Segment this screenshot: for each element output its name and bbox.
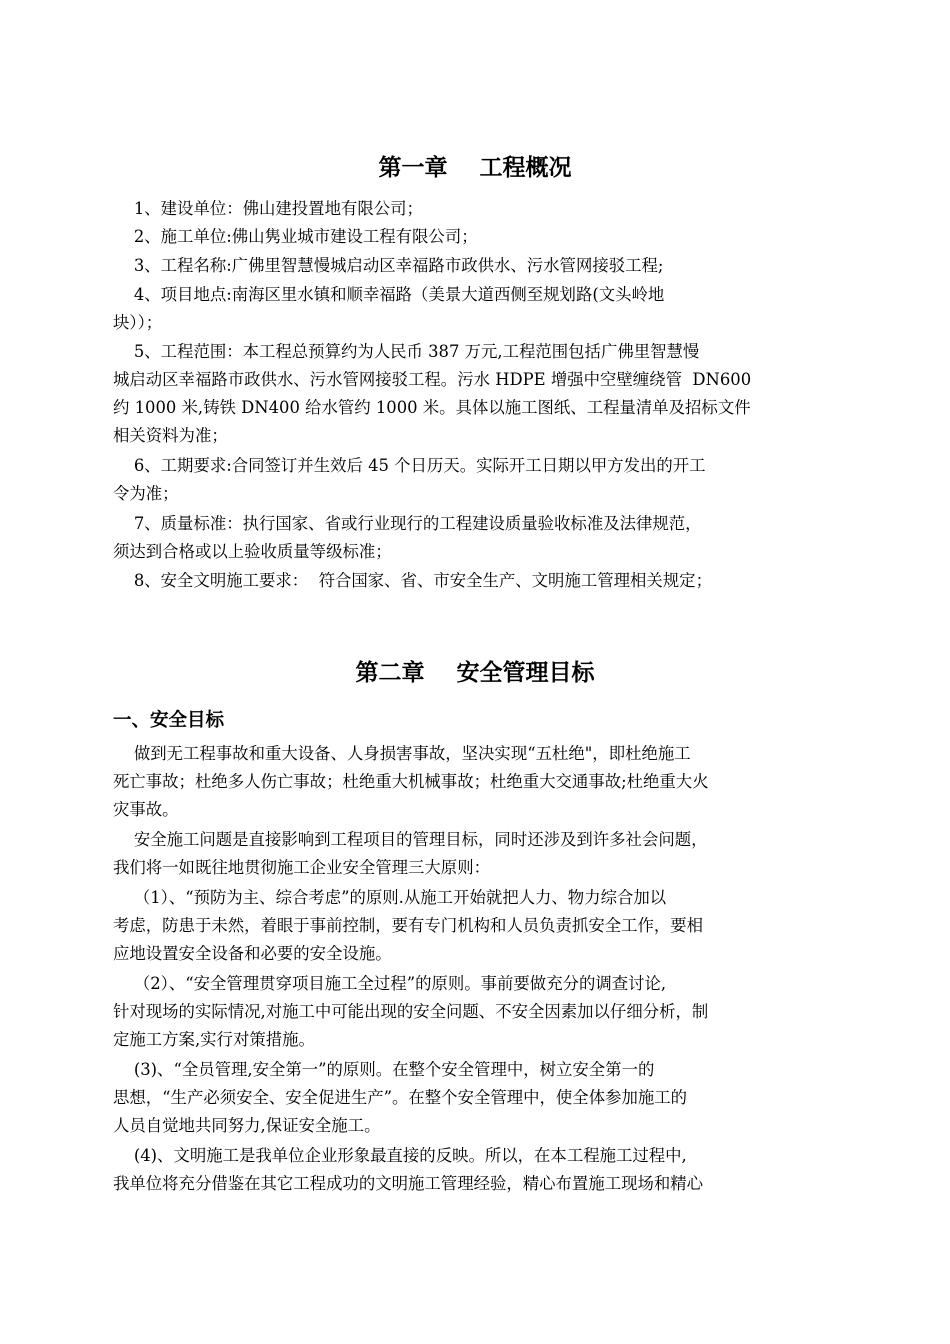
text-line: 令为准； xyxy=(113,484,179,503)
chapter-2-paragraph-1 xyxy=(113,740,835,824)
text-line: 安全施工问题是直接影响到工程项目的管理目标，同时还涉及到许多社会问题， xyxy=(113,830,708,849)
chapter-2-paragraph-5 xyxy=(113,1056,835,1140)
text-line: 人员自觉地共同努力,保证安全施工。 xyxy=(113,1116,381,1135)
text-line: 4、项目地点:南海区里水镇和顺幸福路（美景大道西侧至规划路(文头岭地 xyxy=(113,285,665,304)
chapter-1-item-6 xyxy=(113,452,835,508)
text-line: 死亡事故；杜绝多人伤亡事故；杜绝重大机械事故；杜绝重大交通事故;杜绝重大火 xyxy=(113,772,709,791)
chapter-1-item-1 xyxy=(113,195,835,223)
text-line: 须达到合格或以上验收质量等级标准； xyxy=(113,542,392,561)
text-line: 7、质量标准：执行国家、省或行业现行的工程建设质量验收标准及法律规范， xyxy=(113,514,702,533)
text-line: 针对现场的实际情况,对施工中可能出现的安全问题、不安全因素加以仔细分析，制 xyxy=(113,1002,709,1021)
text-line: 定施工方案,实行对策措施。 xyxy=(113,1030,315,1049)
text-line: 考虑，防患于未然，着眼于事前控制，要有专门机构和人员负责抓安全工作，要相 xyxy=(113,916,704,935)
text-line: 城启动区幸福路市政供水、污水管网接驳工程。污水 HDPE 增强中空壁缠绕管 DN600 xyxy=(113,370,752,389)
text-line: 8、安全文明施工要求： 符合国家、省、市安全生产、文明施工管理相关规定； xyxy=(113,571,712,590)
text-line: 块））； xyxy=(113,313,163,332)
text-line: （1）、“预防为主、综合考虑”的原则.从施工开始就把人力、物力综合加以 xyxy=(113,888,667,907)
text-line: 3、工程名称:广佛里智慧慢城启动区幸福路市政供水、污水管网接驳工程; xyxy=(113,256,664,275)
text-line: 我单位将充分借鉴在其它工程成功的文明施工管理经验，精心布置施工现场和精心 xyxy=(113,1174,704,1193)
text-line: 灾事故。 xyxy=(113,800,179,819)
chapter-1-item-7 xyxy=(113,510,835,566)
chapter-2-paragraph-3 xyxy=(113,884,835,968)
text-line: (3)、“全员管理,安全第一”的原则。在整个安全管理中，树立安全第一的 xyxy=(113,1060,655,1079)
text-line: 5、工程范围：本工程总预算约为人民币 387 万元,工程范围包括广佛里智慧慢 xyxy=(113,342,700,361)
text-line: 相关资料为准； xyxy=(113,426,228,445)
text-line: 2、施工单位:佛山隽业城市建设工程有限公司； xyxy=(113,227,478,246)
chapter-1-title: 第一章 工程概况 xyxy=(378,155,572,181)
text-line: (4)、文明施工是我单位企业形象最直接的反映。所以，在本工程施工过程中, xyxy=(113,1146,687,1165)
text-line: 应地设置安全设备和必要的安全设施。 xyxy=(113,944,392,963)
text-line: （2）、“安全管理贯穿项目施工全过程”的原则。事前要做充分的调查讨论, xyxy=(113,974,667,993)
chapter-1-item-8 xyxy=(113,567,835,595)
chapter-1-item-5 xyxy=(113,338,835,450)
chapter-2-paragraph-2 xyxy=(113,826,835,882)
chapter-1-item-4 xyxy=(113,281,835,337)
chapter-1-item-3 xyxy=(113,252,835,280)
text-line: 思想，“生产必须安全、安全促进生产”。在整个安全管理中，使全体参加施工的 xyxy=(113,1088,688,1107)
text-line: 6、工期要求:合同签订并生效后 45 个日历天。实际开工日期以甲方发出的开工 xyxy=(113,456,706,475)
text-line: 约 1000 米,铸铁 DN400 给水管约 1000 米。具体以施工图纸、工程量清单及招标文件 xyxy=(113,398,751,417)
text-line: 做到无工程事故和重大设备、人身损害事故，坚决实现“五杜绝"，即杜绝施工 xyxy=(113,744,691,763)
text-line: 我们将一如既往地贯彻施工企业安全管理三大原则： xyxy=(113,858,490,877)
section-heading-safety-goals: 一、安全目标 xyxy=(113,710,225,731)
chapter-2-title: 第二章 安全管理目标 xyxy=(355,660,595,686)
chapter-2-paragraph-4 xyxy=(113,970,835,1054)
chapter-1-item-2 xyxy=(113,223,835,251)
chapter-2-paragraph-6 xyxy=(113,1142,835,1198)
text-line: 1、建设单位：佛山建投置地有限公司； xyxy=(113,199,423,218)
